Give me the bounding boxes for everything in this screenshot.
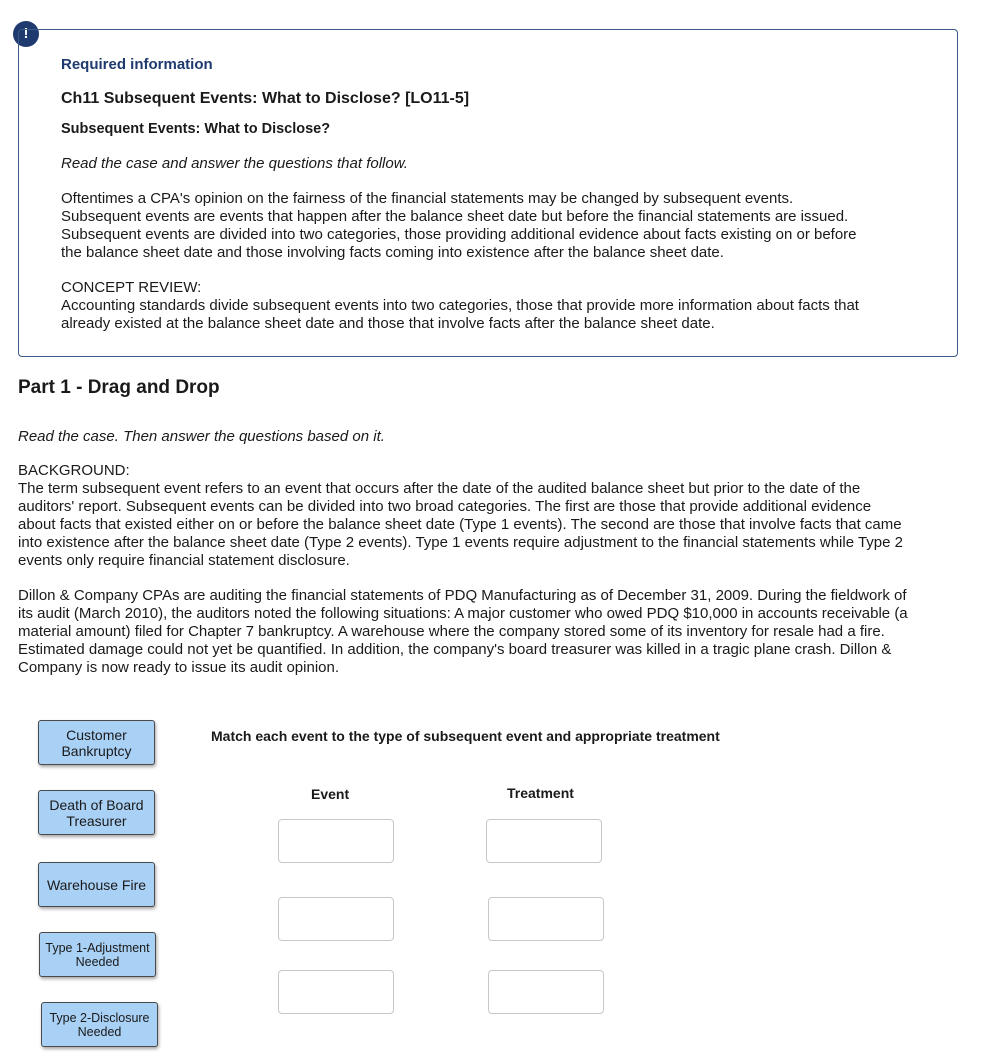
matching-instruction: Match each event to the type of subsequent event and appropriate treatment [211, 728, 720, 744]
part-instruction: Read the case. Then answer the questions based on it. [18, 428, 385, 445]
required-info-panel [18, 29, 958, 357]
part-title: Part 1 - Drag and Drop [18, 377, 220, 398]
concept-line: CONCEPT REVIEW: [61, 279, 202, 296]
concept-review [61, 279, 921, 333]
event-drop-zone-1[interactable] [278, 819, 394, 863]
treatment-drop-zone-2[interactable] [488, 897, 604, 941]
case-body [18, 428, 958, 677]
intro-line: the balance sheet date and those involving facts coming into existence after the balance sheet date. [61, 244, 724, 261]
drag-item-customer-bankruptcy[interactable]: Customer Bankruptcy [38, 720, 155, 765]
drag-item-death-of-board-treasurer[interactable]: Death of Board Treasurer [38, 790, 155, 835]
intro-line: Subsequent events are events that happen after the balance sheet date but before the financial statements are issued. [61, 208, 849, 225]
case-line: Company is now ready to issue its audit opinion. [18, 659, 340, 676]
case-subtitle: Subsequent Events: What to Disclose? [61, 121, 331, 137]
case-line: material amount) filed for Chapter 7 bankruptcy. A warehouse where the company stored some of its inventory for resale had a fire. [18, 623, 885, 640]
drag-item-type1-adjustment[interactable]: Type 1-Adjustment Needed [39, 932, 156, 977]
drag-item-warehouse-fire[interactable]: Warehouse Fire [38, 862, 155, 907]
required-info-heading: Required information [61, 56, 213, 73]
treatment-column-header: Treatment [507, 785, 574, 801]
background-line: events only require financial statement disclosure. [18, 552, 350, 569]
case-line: Dillon & Company CPAs are auditing the financial statements of PDQ Manufacturing as of December 31, 2009. During the fieldwork of [18, 587, 907, 604]
case-line: Estimated damage could not yet be quantified. In addition, the company's board treasurer was killed in a tragic plane crash. Dillon & [18, 641, 892, 658]
drag-item-type2-disclosure[interactable]: Type 2-Disclosure Needed [41, 1002, 158, 1047]
background-line: into existence after the balance sheet date (Type 2 events). Type 1 events require adjustment to the financial statements while Type 2 [18, 534, 903, 551]
intro-paragraph [61, 190, 921, 262]
background-line: auditors' report. Subsequent events can be divided into two broad categories. The first are those that provide additional evidence [18, 498, 872, 515]
case-title: Ch11 Subsequent Events: What to Disclose? [LO11-5] [61, 90, 470, 107]
case-paragraph [18, 587, 958, 677]
background-line: BACKGROUND: [18, 462, 130, 479]
event-column-header: Event [311, 786, 350, 802]
treatment-drop-zone-3[interactable] [488, 970, 604, 1014]
intro-line: Subsequent events are divided into two categories, those providing additional evidence about facts existing on or before [61, 226, 857, 243]
event-drop-zone-2[interactable] [278, 897, 394, 941]
case-instruction: Read the case and answer the questions that follow. [61, 155, 408, 172]
concept-line: already existed at the balance sheet date and those that involve facts after the balance sheet date. [61, 315, 715, 332]
background-line: about facts that existed either on or before the balance sheet date (Type 1 events). The second are those that involve facts that came [18, 516, 902, 533]
treatment-drop-zone-1[interactable] [486, 819, 602, 863]
case-line: its audit (March 2010), the auditors noted the following situations: A major customer who owed PDQ $10,000 in accounts receivable (a [18, 605, 908, 622]
alert-icon: ! [13, 21, 39, 47]
event-drop-zone-3[interactable] [278, 970, 394, 1014]
concept-line: Accounting standards divide subsequent events into two categories, those that provide more information about facts that [61, 297, 859, 314]
background-paragraph [18, 462, 958, 570]
background-line: The term subsequent event refers to an event that occurs after the date of the audited balance sheet but prior to the date of the [18, 480, 861, 497]
intro-line: Oftentimes a CPA's opinion on the fairness of the financial statements may be changed by subsequent events. [61, 190, 794, 207]
